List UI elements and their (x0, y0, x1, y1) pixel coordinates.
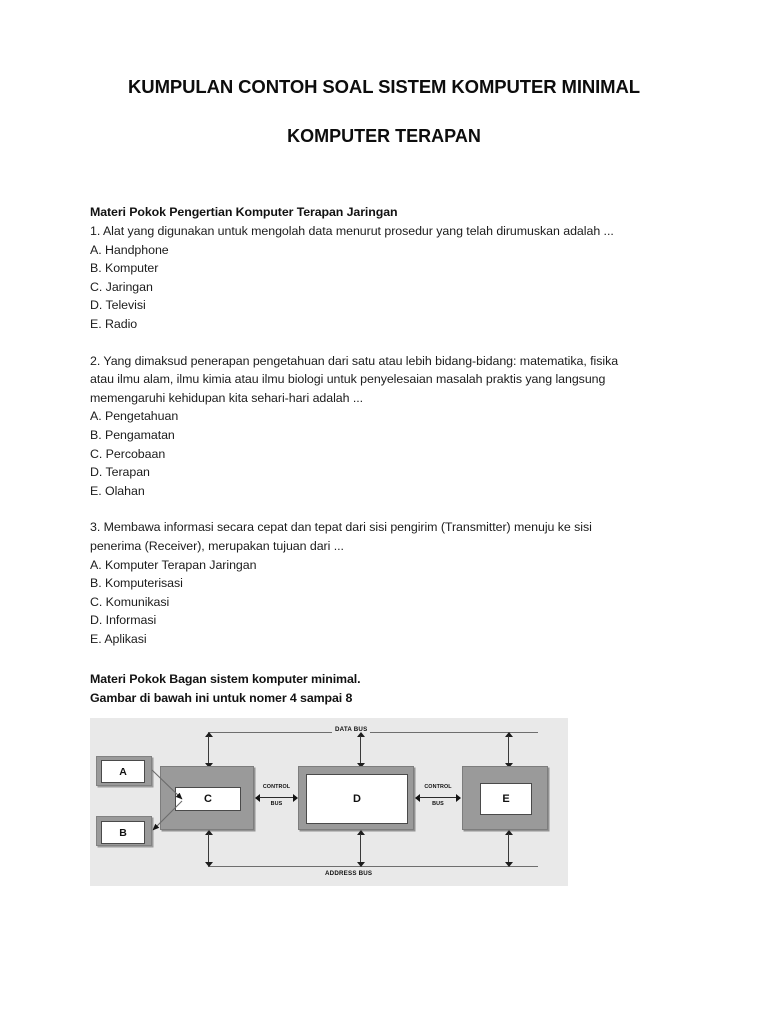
page-subtitle: KOMPUTER TERAPAN (287, 126, 481, 146)
diagram-box-b-label: B (101, 821, 145, 844)
question-2-option-a: A. Pengetahuan (90, 409, 179, 424)
question-1-stem-line-1: 1. Alat yang digunakan untuk mengolah data menurut prosedur yang telah dirumuskan adalah ... (90, 224, 614, 238)
question-2 (90, 352, 668, 501)
section-heading-2: Materi Pokok Bagan sistem komputer minimal. (90, 672, 361, 687)
diagram-box-a-label: A (101, 760, 145, 783)
question-3-option-b: B. Komputerisasi (90, 576, 183, 591)
question-1-option-a: A. Handphone (90, 242, 169, 257)
diagram-box-d-label: D (306, 774, 408, 824)
page-title: KUMPULAN CONTOH SOAL SISTEM KOMPUTER MINIMAL (128, 76, 640, 97)
control-bus-label-left-top: CONTROL (262, 784, 291, 791)
question-2-option-d: D. Terapan (90, 465, 150, 480)
section-heading-1: Materi Pokok Pengertian Komputer Terapan Jaringan (90, 205, 398, 219)
question-3-option-a: A. Komputer Terapan Jaringan (90, 557, 257, 572)
connector-arrows (90, 718, 568, 886)
control-bus-label-left-bottom: BUS (270, 801, 283, 808)
question-1-option-b: B. Komputer (90, 261, 159, 276)
spacer (90, 500, 668, 518)
question-1-option-d: D. Televisi (90, 298, 146, 313)
figure-caption: Gambar di bawah ini untuk nomer 4 sampai 8 (90, 691, 353, 706)
spacer (90, 648, 668, 670)
question-1-option-e: E. Radio (90, 316, 138, 331)
control-bus-label-right-top: CONTROL (424, 784, 452, 791)
question-1-option-c: C. Jaringan (90, 279, 153, 294)
question-2-option-c: C. Percobaan (90, 446, 166, 461)
question-1 (90, 222, 668, 334)
address-bus-label: ADDRESS BUS (322, 870, 375, 877)
document-titles (0, 0, 768, 147)
document-body (90, 203, 668, 886)
question-3-stem-line-2: penerima (Receiver), merupakan tujuan dari ... (90, 538, 344, 553)
data-bus-label: DATA BUS (332, 726, 370, 733)
diagram-box-e-label: E (480, 783, 532, 815)
block-diagram-figure (90, 718, 568, 886)
question-3-option-e: E. Aplikasi (90, 631, 147, 646)
question-2-option-e: E. Olahan (90, 483, 145, 498)
question-3-option-c: C. Komunikasi (90, 594, 170, 609)
question-3-option-d: D. Informasi (90, 613, 157, 628)
control-bus-label-right-bottom: BUS (432, 801, 444, 808)
question-3 (90, 518, 668, 648)
diagram-box-c-label: C (175, 787, 241, 811)
question-3-stem-line-1: 3. Membawa informasi secara cepat dan tepat dari sisi pengirim (Transmitter) menuju ke sisi (90, 520, 592, 535)
question-2-stem-line-1: 2. Yang dimaksud penerapan pengetahuan dari satu atau lebih bidang-bidang: matematika, fisika (90, 353, 619, 368)
question-2-stem-line-3: memengaruhi kehidupan kita sehari-hari adalah ... (90, 390, 364, 405)
question-2-stem-line-2: atau ilmu alam, ilmu kimia atau ilmu biologi untuk penyelesaian masalah praktis yang langsung (90, 372, 606, 387)
spacer (90, 334, 668, 352)
question-2-option-b: B. Pengamatan (90, 427, 175, 442)
